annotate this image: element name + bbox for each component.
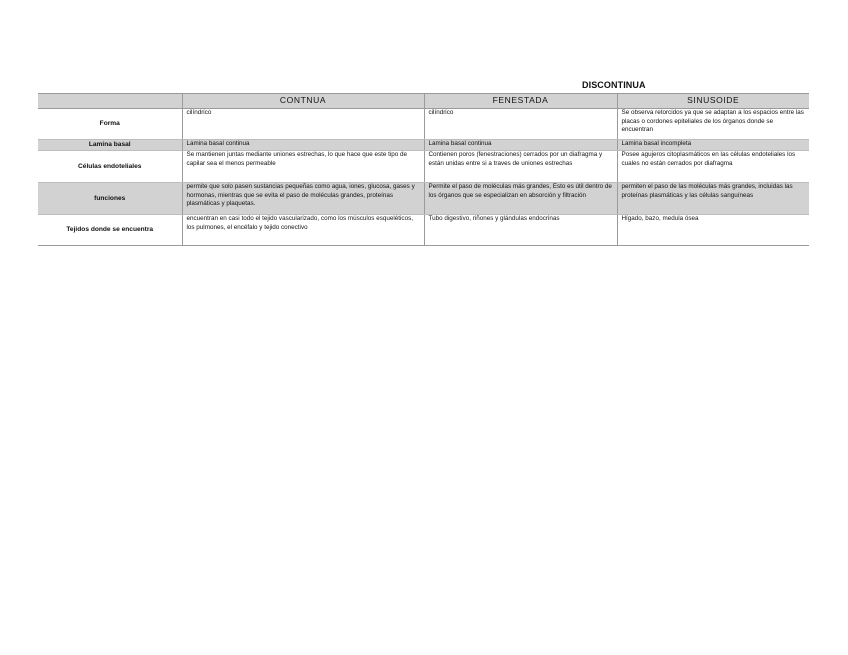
table-cell: Permite el paso de moléculas más grandes, Esto es útil dentro de los órganos que se especializan en absorción y filtración <box>424 183 617 215</box>
row-label: Tejidos donde se encuentra <box>38 215 182 246</box>
table-cell: Contienen poros (fenestraciones) cerrados por un diafragma y están unidas entre si a traves de uniones estrechas <box>424 151 617 183</box>
table-cell: permiten el paso de las moléculas más grandes, incluidas las proteínas plasmáticas y las células sanguíneas <box>617 183 809 215</box>
table-cell: Se observa retorcidos ya que se adaptan a los espacios entre las placas o cordones epiteliales de los órganos donde se encuentran <box>617 109 809 140</box>
table-cell: encuentran en casi todo el tejido vascularizado, como los músculos esqueléticos, los pulmones, el encéfalo y tejido conectivo <box>182 215 424 246</box>
table-row-lamina-basal <box>38 140 809 151</box>
table-cell: cilíndrico <box>424 109 617 140</box>
header-fenestrada: FENESTADA <box>424 94 617 109</box>
row-label: funciones <box>38 183 182 215</box>
header-sinusoide: SINUSOIDE <box>617 94 809 109</box>
header-corner <box>38 94 182 109</box>
table-cell: Se mantienen juntas mediante uniones estrechas, lo que hace que este tipo de capilar sea el menos permeable <box>182 151 424 183</box>
row-label: Lamina basal <box>38 140 182 151</box>
table-cell: Lamina basal incompleta <box>617 140 809 151</box>
table-cell: Hígado, bazo, medula ósea <box>617 215 809 246</box>
row-label: Forma <box>38 109 182 140</box>
table-cell: Lamina basal continua <box>182 140 424 151</box>
table-cell: cilíndrico <box>182 109 424 140</box>
table-row-forma <box>38 109 809 140</box>
table-row-tejidos <box>38 215 809 246</box>
table-header-row <box>38 94 809 109</box>
header-continua: CONTNUA <box>182 94 424 109</box>
table-row-funciones <box>38 183 809 215</box>
table-cell: Lamina basal continua <box>424 140 617 151</box>
table-cell: Posee agujeros citoplasmáticos en las células endoteliales los cuales no están cerrados por diafragma <box>617 151 809 183</box>
table-cell: permite que solo pasen sustancias pequeñas como agua, iones, glucosa, gases y hormonas, mientras que se evita el paso de moléculas grandes, proteínas plasmáticas y plaquetas. <box>182 183 424 215</box>
table-cell: Tubo digestivo, riñones y glándulas endocrinas <box>424 215 617 246</box>
document-title: DISCONTINUA <box>582 80 646 90</box>
table-row-celulas-endoteliales <box>38 151 809 183</box>
capillary-comparison-table <box>38 93 809 246</box>
row-label: Células endoteliales <box>38 151 182 183</box>
